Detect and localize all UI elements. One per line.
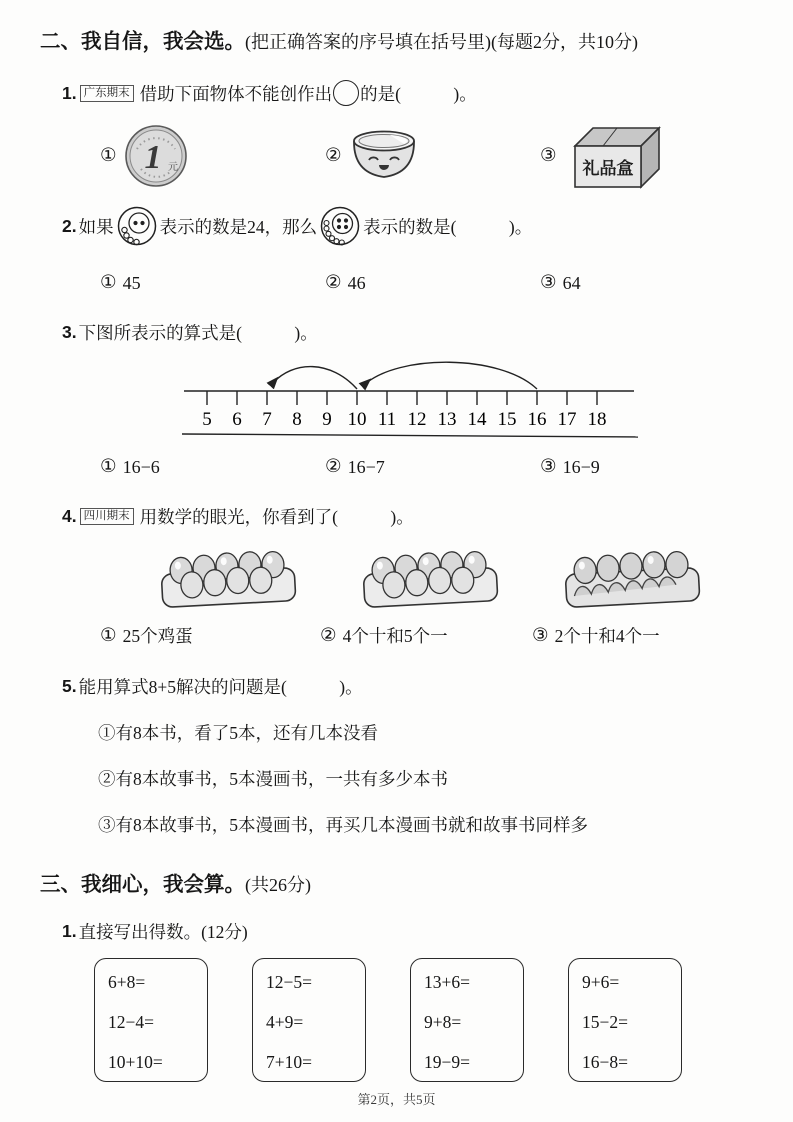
section-3-title: 三、我细心，我会算。 [40,874,245,896]
option [100,456,325,478]
calculation-boxes [94,958,757,1082]
option [540,456,757,478]
question-3-text: 下图所表示的算式是( )。 [78,323,318,343]
option-text: 25个鸡蛋 [122,626,193,646]
number-line-figure [182,349,757,448]
calc-expression: 9+6= [582,972,620,992]
option-text: 有8本故事书，5本漫画书，一共有多少本书 [115,769,448,789]
choice-coin [100,123,325,189]
section-2-title: 二、我自信，我会选。 [40,31,245,53]
svg-text:12: 12 [407,409,427,430]
svg-text:13: 13 [437,409,457,430]
question-2-text1: 如果 [78,216,114,237]
question-5-option-1 [98,720,757,745]
calc-expression: 4+9= [266,1012,304,1032]
option-text: 46 [347,272,366,293]
calc-expression: 19−9= [424,1052,470,1072]
choice-gift-box [540,121,757,191]
calc-box-3 [410,958,524,1082]
calc-expression: 12−5= [266,972,312,992]
svg-text:17: 17 [557,409,577,430]
svg-text:10: 10 [347,409,367,430]
question-5-option-2 [98,766,757,791]
calc-box-2 [252,958,366,1082]
question-1-text: 借助下面物体不能创作出 [139,83,333,104]
option-text: 45 [122,272,141,293]
question-5 [62,674,757,699]
option-text: 16−6 [122,456,160,477]
question-4-options [100,623,757,648]
question-5-text: 能用算式8+5解决的问题是( )。 [78,677,363,697]
egg-carton-full-icon [354,541,506,615]
svg-text:16: 16 [527,409,547,430]
option [325,272,540,294]
question-5-number: 5. [62,676,77,696]
question-2 [62,204,757,248]
calc-expression: 10+10= [108,1052,163,1072]
section-3-header [40,867,757,897]
option-text: 16−9 [562,456,600,477]
question-1 [62,80,757,106]
calc-expression: 7+10= [266,1052,312,1072]
calc-expression: 9+8= [424,1012,462,1032]
calc-box-4 [568,958,682,1082]
calc-box-1 [94,958,208,1082]
option [540,272,757,294]
svg-text:礼品盒: 礼品盒 [582,159,634,178]
question-number: 1. [62,921,77,941]
calc-expression: 6+8= [108,972,146,992]
svg-text:7: 7 [262,409,272,430]
circle-shape-icon [333,80,359,106]
option-text: 2个十和4个一 [554,626,660,646]
question-1-text-after: 的是( )。 [360,83,477,104]
option-number: ③ [540,457,557,477]
question-4-figure [152,541,757,615]
button-24-icon [116,204,158,248]
section-2-subtitle: (把正确答案的序号填在括号里)(每题2分，共10分) [245,32,638,52]
question-5-option-3 [98,812,757,837]
question-1-choices [100,121,757,191]
option-number: ② [325,457,342,477]
question-4-number: 4. [62,506,77,526]
question-score: (12分) [201,922,248,942]
svg-text:5: 5 [202,409,212,430]
question-2-text2: 表示的数是24，那么 [159,216,318,237]
svg-text:11: 11 [377,409,397,430]
option-number: ① [100,457,117,477]
svg-text:1: 1 [144,139,162,176]
option [100,623,320,648]
option-number: ① [100,273,117,293]
option-number: ② [98,769,116,789]
exam-source-tag: 广东期末 [80,85,134,102]
question-3-options [100,456,757,478]
option-number: ① [98,723,116,743]
question-3-number: 3. [62,322,77,342]
option-text: 有8本故事书，5本漫画书，再买几本漫画书就和故事书同样多 [115,815,588,835]
option-number: ③ [98,815,116,835]
question-2-options [100,272,757,294]
calc-expression: 13+6= [424,972,470,992]
option-number: ③ [540,146,557,166]
section-3-subtitle: (共26分) [245,875,311,895]
question-1-number: 1. [62,82,77,103]
option-number: ③ [532,625,549,646]
option-number: ② [325,146,342,166]
question-4-text: 用数学的眼光，你看到了( )。 [139,507,414,527]
option-number: ② [325,273,342,293]
svg-text:14: 14 [467,409,487,430]
egg-carton-partial-icon [556,541,708,615]
option-number: ① [100,625,117,646]
question-2-text3: 表示的数是( )。 [363,216,533,237]
calc-expression: 15−2= [582,1012,628,1032]
coin-icon [123,123,189,189]
bowl-icon [348,127,420,185]
exam-source-tag: 四川期末 [80,508,134,525]
option [320,623,532,648]
question-text: 直接写出得数。 [78,922,202,942]
option-text: 64 [562,272,581,293]
svg-text:元: 元 [167,162,178,173]
section-3-question-1 [62,919,757,944]
option-text: 有8本书，看了5本，还有几本没看 [115,723,378,743]
svg-text:8: 8 [292,409,302,430]
button-46-icon [319,204,361,248]
option-number: ② [320,625,337,646]
egg-carton-full-icon [152,541,304,615]
question-3 [62,320,757,345]
calc-expression: 16−8= [582,1052,628,1072]
choice-bowl [325,127,540,185]
option-number: ③ [540,273,557,293]
option-number: ① [100,146,117,166]
gift-box-icon [563,121,661,191]
svg-text:15: 15 [497,409,517,430]
question-2-number: 2. [62,215,77,236]
page-footer: 第2页，共5页 [357,1092,436,1107]
option [325,456,540,478]
calc-expression: 12−4= [108,1012,154,1032]
svg-text:9: 9 [322,409,332,430]
option [532,623,757,648]
option-text: 4个十和5个一 [342,626,448,646]
option-text: 16−7 [347,456,385,477]
option [100,272,325,294]
svg-text:18: 18 [587,409,607,430]
section-2-header [40,24,757,54]
question-4 [62,504,757,529]
svg-text:6: 6 [232,409,242,430]
